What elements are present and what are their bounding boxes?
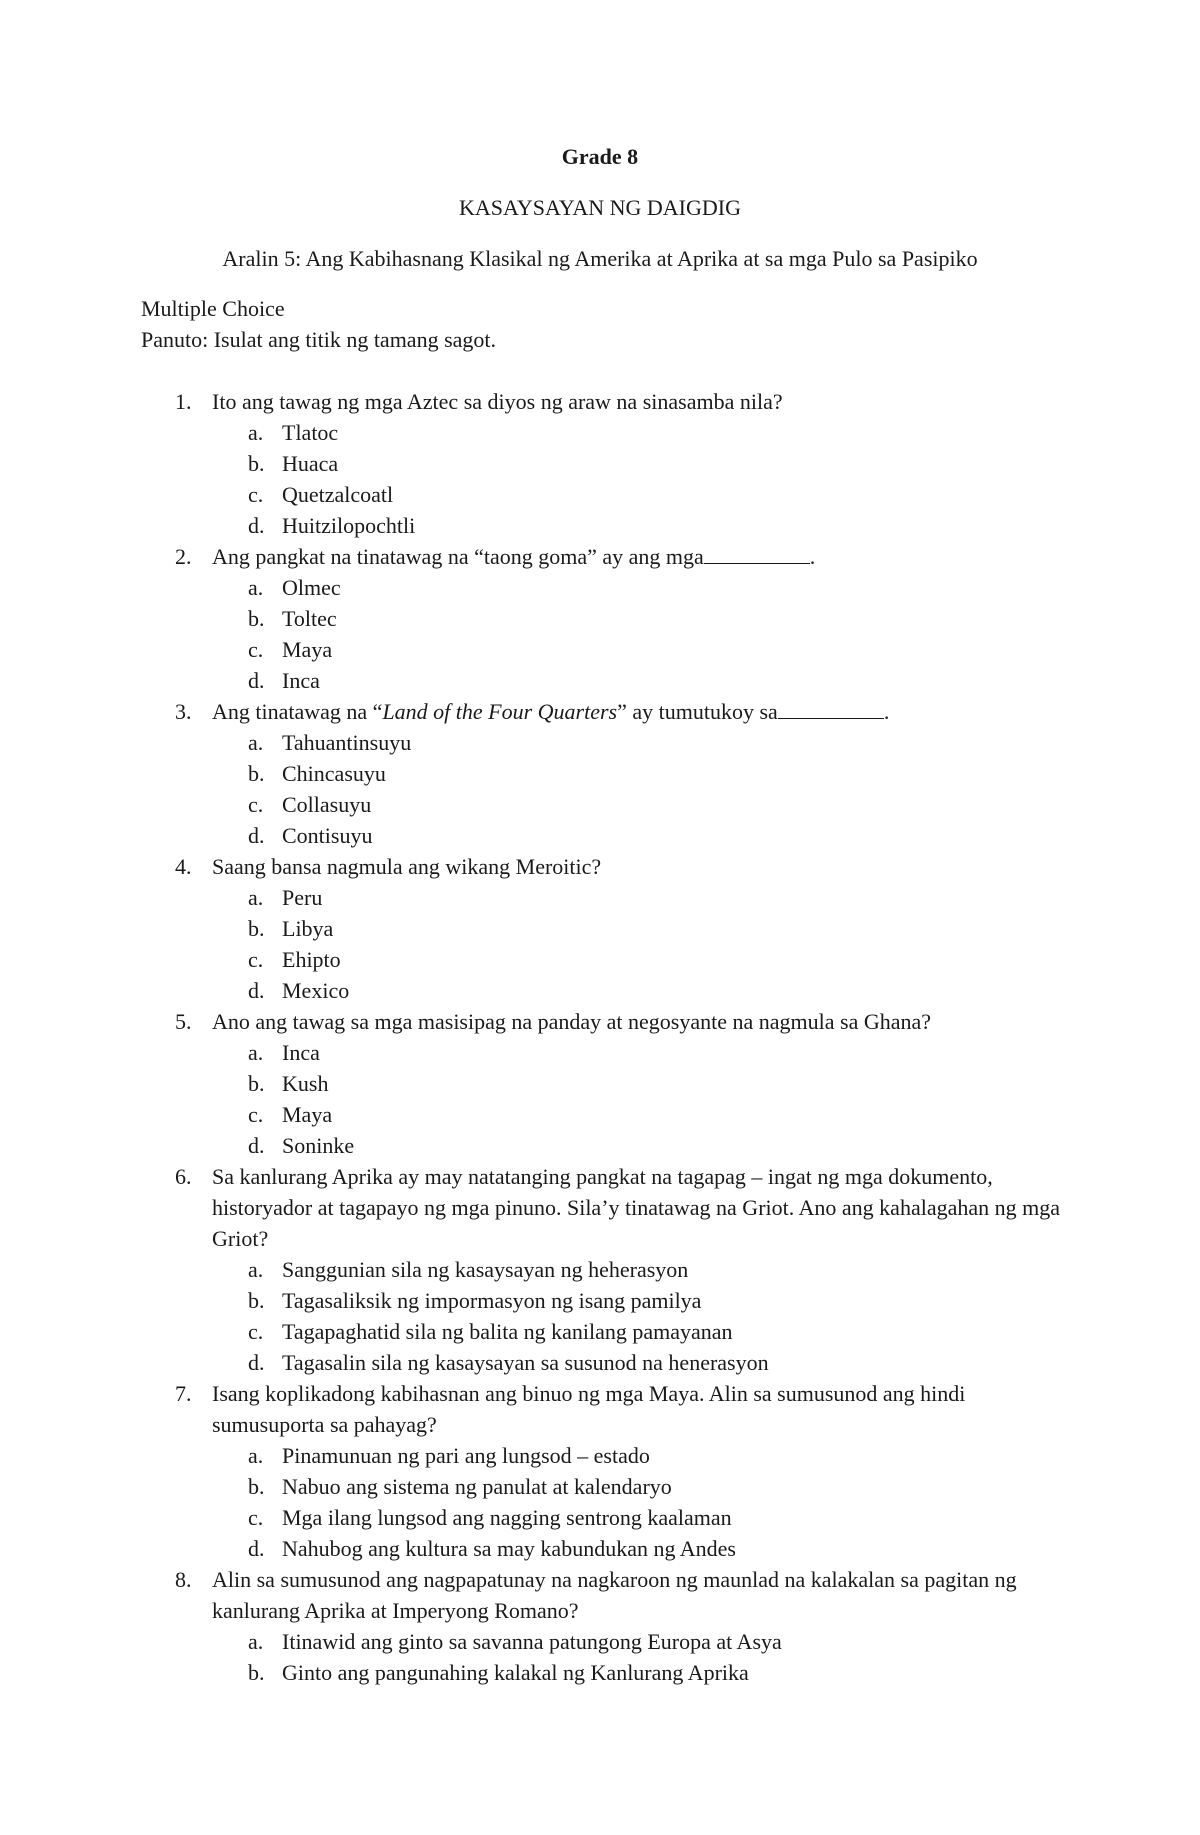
option-letter: b. bbox=[248, 606, 265, 631]
option-letter: d. bbox=[248, 668, 265, 693]
question-text: Saang bansa nagmula ang wikang Meroitic? bbox=[212, 854, 602, 879]
option-letter: d. bbox=[248, 513, 265, 538]
option-letter: b. bbox=[248, 1660, 265, 1685]
option bbox=[248, 510, 1072, 541]
option-letter: c. bbox=[248, 1102, 264, 1127]
option-letter: b. bbox=[248, 451, 265, 476]
option-letter: d. bbox=[248, 1536, 265, 1561]
subject-title: KASAYSAYAN NG DAIGDIG bbox=[459, 195, 741, 220]
option-letter: a. bbox=[248, 1443, 264, 1468]
question-number: 4. bbox=[175, 854, 192, 879]
option bbox=[248, 758, 1072, 789]
option bbox=[248, 1285, 1072, 1316]
option-text: Maya bbox=[282, 637, 333, 662]
option-letter: c. bbox=[248, 482, 264, 507]
option-text: Tlatoc bbox=[282, 420, 339, 445]
question-text: Sa kanlurang Aprika ay may natatanging pangkat na tagapag – ingat ng mga dokumento, historyador at tagapayo ng mga pinuno. Sila’y tinatawag na Griot. Ano ang kahalagahan ng mga Griot? bbox=[212, 1164, 1060, 1251]
question-number: 5. bbox=[175, 1009, 192, 1034]
option-text: Libya bbox=[282, 916, 334, 941]
option-letter: c. bbox=[248, 792, 264, 817]
option bbox=[248, 1347, 1072, 1378]
option-text: Huitzilopochtli bbox=[282, 513, 416, 538]
question-7 bbox=[175, 1378, 1072, 1564]
option bbox=[248, 1068, 1072, 1099]
option-text: Collasuyu bbox=[282, 792, 372, 817]
option bbox=[248, 603, 1072, 634]
option-letter: c. bbox=[248, 1505, 264, 1530]
question-number: 8. bbox=[175, 1567, 192, 1592]
option bbox=[248, 417, 1072, 448]
option-letter: b. bbox=[248, 761, 265, 786]
option bbox=[248, 1533, 1072, 1564]
option-letter: c. bbox=[248, 1319, 264, 1344]
option-letter: d. bbox=[248, 823, 265, 848]
option-text: Ginto ang pangunahing kalakal ng Kanlurang Aprika bbox=[282, 1660, 749, 1685]
option-text: Toltec bbox=[282, 606, 337, 631]
section-label: Multiple Choice bbox=[141, 296, 285, 321]
option bbox=[248, 975, 1072, 1006]
option bbox=[248, 820, 1072, 851]
option bbox=[248, 727, 1072, 758]
option bbox=[248, 913, 1072, 944]
option-text: Kush bbox=[282, 1071, 329, 1096]
option-text: Pinamunuan ng pari ang lungsod – estado bbox=[282, 1443, 650, 1468]
option-text: Soninke bbox=[282, 1133, 355, 1158]
option-letter: c. bbox=[248, 947, 264, 972]
option bbox=[248, 479, 1072, 510]
option-letter: a. bbox=[248, 1040, 264, 1065]
question-2 bbox=[175, 541, 1072, 696]
question-number: 3. bbox=[175, 699, 192, 724]
option bbox=[248, 1502, 1072, 1533]
option-text: Nabuo ang sistema ng panulat at kalendaryo bbox=[282, 1474, 672, 1499]
option bbox=[248, 1626, 1072, 1657]
question-list bbox=[0, 386, 1200, 1688]
option bbox=[248, 1130, 1072, 1161]
option-letter: a. bbox=[248, 1257, 264, 1282]
option-letter: d. bbox=[248, 978, 265, 1003]
option-letter: a. bbox=[248, 575, 264, 600]
option-text: Inca bbox=[282, 1040, 320, 1065]
option-text: Tagasaliksik ng impormasyon ng isang pamilya bbox=[282, 1288, 702, 1313]
question-8 bbox=[175, 1564, 1072, 1688]
option-letter: b. bbox=[248, 1071, 265, 1096]
option-text: Inca bbox=[282, 668, 320, 693]
option-text: Ehipto bbox=[282, 947, 341, 972]
option-text: Maya bbox=[282, 1102, 333, 1127]
question-text: Ano ang tawag sa mga masisipag na panday at negosyante na nagmula sa Ghana? bbox=[212, 1009, 932, 1034]
option-letter: d. bbox=[248, 1133, 265, 1158]
option-text: Peru bbox=[282, 885, 323, 910]
question-text: Alin sa sumusunod ang nagpapatunay na nagkaroon ng maunlad na kalakalan sa pagitan ng kanlurang Aprika at Imperyong Romano? bbox=[212, 1567, 1017, 1623]
option bbox=[248, 1254, 1072, 1285]
option-letter: a. bbox=[248, 730, 264, 755]
option-letter: a. bbox=[248, 885, 264, 910]
question-3 bbox=[175, 696, 1072, 851]
option bbox=[248, 944, 1072, 975]
option-text: Tagapaghatid sila ng balita ng kanilang pamayanan bbox=[282, 1319, 733, 1344]
option bbox=[248, 882, 1072, 913]
option-text: Tagasalin sila ng kasaysayan sa susunod na henerasyon bbox=[282, 1350, 769, 1375]
option bbox=[248, 1316, 1072, 1347]
option-text: Mga ilang lungsod ang nagging sentrong kaalaman bbox=[282, 1505, 732, 1530]
option-letter: a. bbox=[248, 1629, 264, 1654]
question-text: Isang koplikadong kabihasnan ang binuo ng mga Maya. Alin sa sumusunod ang hindi sumusuporta sa pahayag? bbox=[212, 1381, 966, 1437]
option-letter: b. bbox=[248, 1474, 265, 1499]
question-5 bbox=[175, 1006, 1072, 1161]
option-text: Chincasuyu bbox=[282, 761, 386, 786]
option bbox=[248, 665, 1072, 696]
option-text: Mexico bbox=[282, 978, 350, 1003]
option-letter: b. bbox=[248, 916, 265, 941]
option-text: Olmec bbox=[282, 575, 341, 600]
option-text: Huaca bbox=[282, 451, 339, 476]
option-text: Itinawid ang ginto sa savanna patungong Europa at Asya bbox=[282, 1629, 782, 1654]
question-text: Ang tinatawag na “Land of the Four Quarters” ay tumutukoy sa . bbox=[212, 696, 1072, 727]
question-number: 7. bbox=[175, 1381, 192, 1406]
option bbox=[248, 1440, 1072, 1471]
question-number: 1. bbox=[175, 389, 192, 414]
question-text: Ito ang tawag ng mga Aztec sa diyos ng araw na sinasamba nila? bbox=[212, 389, 783, 414]
question-number: 6. bbox=[175, 1164, 192, 1189]
option-text: Contisuyu bbox=[282, 823, 373, 848]
option bbox=[248, 634, 1072, 665]
option-text: Tahuantinsuyu bbox=[282, 730, 412, 755]
option bbox=[248, 572, 1072, 603]
answer-blank bbox=[704, 541, 810, 564]
option bbox=[248, 1037, 1072, 1068]
option-letter: a. bbox=[248, 420, 264, 445]
option-text: Sanggunian sila ng kasaysayan ng heherasyon bbox=[282, 1257, 689, 1282]
option-letter: b. bbox=[248, 1288, 265, 1313]
option bbox=[248, 1099, 1072, 1130]
question-4 bbox=[175, 851, 1072, 1006]
option bbox=[248, 448, 1072, 479]
option bbox=[248, 1657, 1072, 1688]
answer-blank bbox=[778, 696, 884, 719]
question-number: 2. bbox=[175, 544, 192, 569]
option bbox=[248, 789, 1072, 820]
option-letter: c. bbox=[248, 637, 264, 662]
grade-title: Grade 8 bbox=[561, 144, 639, 169]
option-text: Nahubog ang kultura sa may kabundukan ng Andes bbox=[282, 1536, 736, 1561]
lesson-title: Aralin 5: Ang Kabihasnang Klasikal ng Amerika at Aprika at sa mga Pulo sa Pasipiko bbox=[222, 246, 978, 271]
instructions: Panuto: Isulat ang titik ng tamang sagot. bbox=[141, 327, 497, 352]
option-letter: d. bbox=[248, 1350, 265, 1375]
option-text: Quetzalcoatl bbox=[282, 482, 394, 507]
question-6 bbox=[175, 1161, 1072, 1378]
question-1 bbox=[175, 386, 1072, 541]
question-text: Ang pangkat na tinatawag na “taong goma” ay ang mga . bbox=[212, 541, 1072, 572]
option bbox=[248, 1471, 1072, 1502]
